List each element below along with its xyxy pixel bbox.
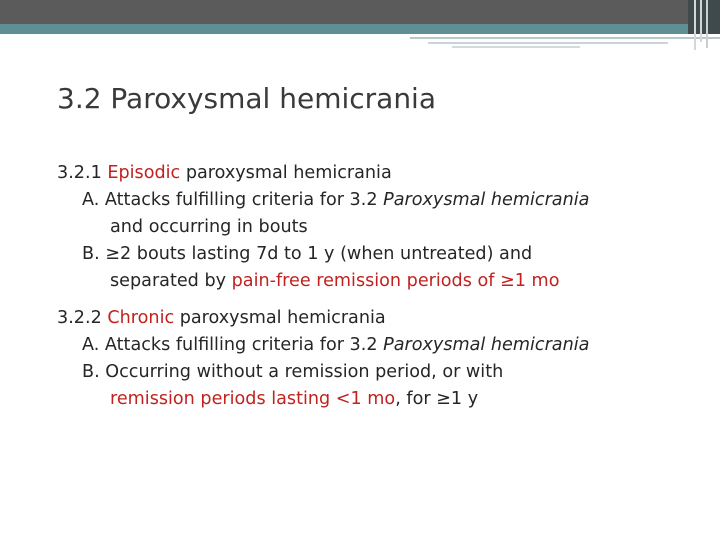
criterion-text: and occurring in bouts xyxy=(110,217,308,237)
criterion-a-continuation xyxy=(57,214,697,241)
decorative-line xyxy=(452,46,580,48)
criterion-a xyxy=(57,332,697,359)
criterion-text: Attacks fulfilling criteria for 3.2 xyxy=(104,335,378,355)
criterion-text: , for ≥1 y xyxy=(395,389,479,409)
criterion-text: ≥2 bouts lasting 7d to 1 y (when untreated) and xyxy=(105,244,533,264)
header-accent-stripe xyxy=(0,24,720,34)
section-number: 3.2.1 xyxy=(57,163,102,183)
criterion-letter: B. xyxy=(82,362,100,382)
section-type-word: Episodic xyxy=(107,163,181,183)
header-bar xyxy=(0,0,720,24)
criterion-italic-text: Paroxysmal hemicrania xyxy=(383,335,590,355)
decorative-vertical-line xyxy=(700,0,702,42)
decorative-vertical-line xyxy=(694,0,696,50)
section-heading-rest: paroxysmal hemicrania xyxy=(185,163,392,183)
criterion-a xyxy=(57,187,697,214)
criterion-highlight-text: pain-free remission periods of ≥1 mo xyxy=(231,271,560,291)
slide-title: 3.2 Paroxysmal hemicrania xyxy=(57,82,436,115)
section-type-word: Chronic xyxy=(107,308,175,328)
section-heading-episodic xyxy=(57,160,697,187)
slide-body xyxy=(57,160,697,413)
criterion-b xyxy=(57,359,697,386)
criterion-letter: A. xyxy=(82,335,100,355)
decorative-line xyxy=(428,42,668,44)
criterion-letter: B. xyxy=(82,244,100,264)
section-heading-rest: paroxysmal hemicrania xyxy=(179,308,386,328)
criterion-b-continuation xyxy=(57,386,697,413)
section-number: 3.2.2 xyxy=(57,308,102,328)
criterion-text: separated by xyxy=(110,271,227,291)
decorative-line xyxy=(410,37,720,39)
criterion-text: Occurring without a remission period, or with xyxy=(105,362,504,382)
criterion-b-continuation xyxy=(57,268,697,295)
header-corner-block xyxy=(688,0,720,34)
criterion-highlight-text: remission periods lasting <1 mo xyxy=(110,389,396,409)
criterion-letter: A. xyxy=(82,190,100,210)
criterion-text: Attacks fulfilling criteria for 3.2 xyxy=(104,190,378,210)
criterion-italic-text: Paroxysmal hemicrania xyxy=(383,190,590,210)
section-spacer xyxy=(57,295,697,305)
decorative-vertical-line xyxy=(706,0,708,48)
criterion-b xyxy=(57,241,697,268)
section-heading-chronic xyxy=(57,305,697,332)
